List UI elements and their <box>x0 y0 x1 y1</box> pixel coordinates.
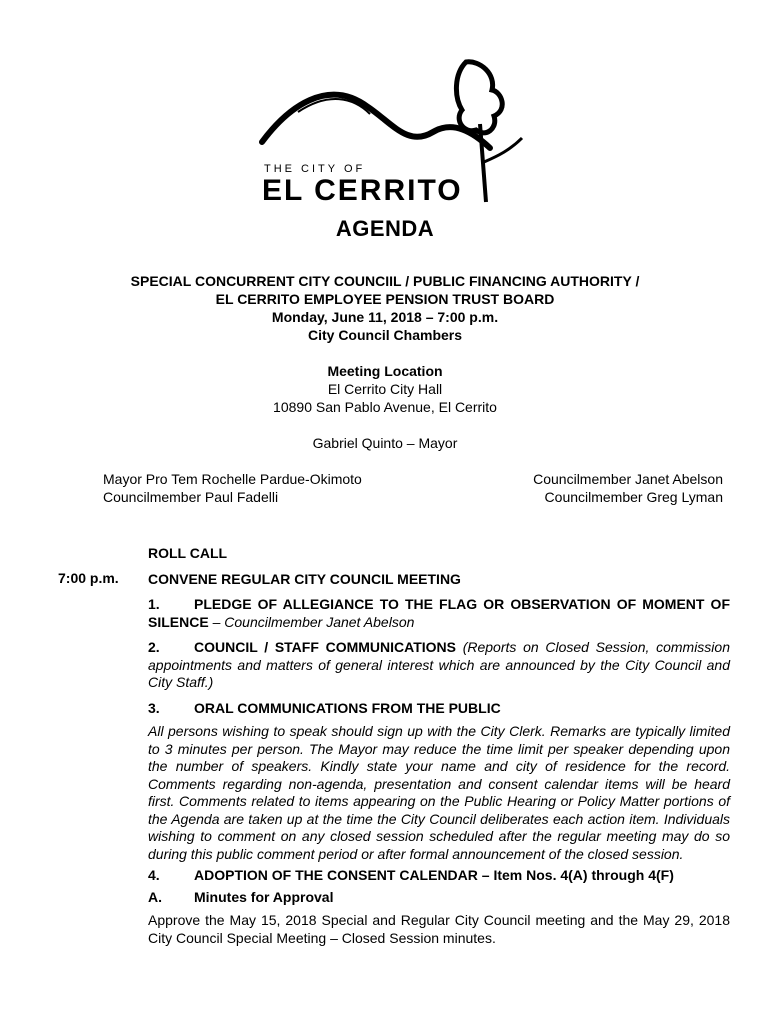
item-2-title: COUNCIL / STAFF COMMUNICATIONS <box>194 639 456 655</box>
item-4-number: 4. <box>148 867 160 883</box>
agenda-item-4 <box>148 867 730 885</box>
logo-small-text: THE CITY OF <box>264 163 366 175</box>
agenda-item-3 <box>148 700 730 718</box>
agenda-body <box>148 545 730 947</box>
city-logo <box>258 52 538 212</box>
council-member-left-2: Councilmember Paul Fadelli <box>103 489 279 505</box>
roll-call: ROLL CALL <box>148 545 228 561</box>
item-4a-number: A. <box>148 888 162 905</box>
item-1-title: PLEDGE OF ALLEGIANCE TO THE FLAG OR OBSERVATION OF MOMENT OF SILENCE <box>148 596 730 630</box>
item-1-number: 1. <box>148 596 160 612</box>
council-member-left-1: Mayor Pro Tem Rochelle Pardue-Okimoto <box>103 471 362 487</box>
agenda-item-4a <box>148 889 730 907</box>
location-address: 10890 San Pablo Avenue, El Cerrito <box>273 399 497 415</box>
item-2-number: 2. <box>148 639 160 655</box>
meeting-place: City Council Chambers <box>307 327 463 343</box>
item-1-note: Councilmember Janet Abelson <box>224 613 415 630</box>
meeting-location <box>0 362 770 416</box>
header-line-2: EL CERRITO EMPLOYEE PENSION TRUST BOARD <box>215 291 555 307</box>
council-member-right-2: Councilmember Greg Lyman <box>544 489 723 505</box>
item-4a-text: Approve the May 15, 2018 Special and Regular City Council meeting and the May 29, 2018 City Council Special Meeting – Closed Session minutes. <box>148 912 730 946</box>
item-2-note: (Reports on Closed Session, commission appointments and matters of general interest which are announced by the City Council and City Staff.) <box>148 639 730 690</box>
location-heading: Meeting Location <box>327 363 443 379</box>
header-line-1: SPECIAL CONCURRENT CITY COUNCIIL / PUBLIC FINANCING AUTHORITY / <box>130 273 640 289</box>
item-3-title: ORAL COMMUNICATIONS FROM THE PUBLIC <box>194 699 501 716</box>
item-4-title: ADOPTION OF THE CONSENT CALENDAR – Item Nos. 4(A) through 4(F) <box>194 867 674 883</box>
council-members <box>103 470 723 506</box>
meeting-header <box>0 272 770 344</box>
location-building: El Cerrito City Hall <box>327 381 443 397</box>
mayor-name: Gabriel Quinto – Mayor <box>312 435 458 451</box>
council-member-right-1: Councilmember Janet Abelson <box>533 471 723 487</box>
item-3-number: 3. <box>148 699 160 716</box>
convene-heading: CONVENE REGULAR CITY COUNCIL MEETING <box>148 570 461 587</box>
item-3-text: All persons wishing to speak should sign up with the City Clerk. Remarks are typically limited to 3 minutes per person. The Mayor may reduce the time limit per speaker depending upon the number of speakers. Kindly state your name and city of residence for the record. Comments regarding non-agenda, presentation and consent calendar items will be heard first. Comments related to items appearing on the Public Hearing or Policy Matter portions of the Agenda are taken up at the time the City Council deliberates each action item. Individuals wishing to comment on any closed session scheduled after the regular meeting may do so during this public comment period or after formal announcement of the closed session. <box>148 723 730 862</box>
item-1-separator: – <box>208 613 225 630</box>
item-4a-title: Minutes for Approval <box>194 888 334 905</box>
logo-large-text: EL CERRITO <box>262 174 463 207</box>
agenda-item-2 <box>148 639 730 692</box>
agenda-title: AGENDA <box>335 216 435 241</box>
convene-time: 7:00 p.m. <box>58 570 119 586</box>
agenda-item-1 <box>148 596 730 631</box>
meeting-date: Monday, June 11, 2018 – 7:00 p.m. <box>271 309 499 325</box>
